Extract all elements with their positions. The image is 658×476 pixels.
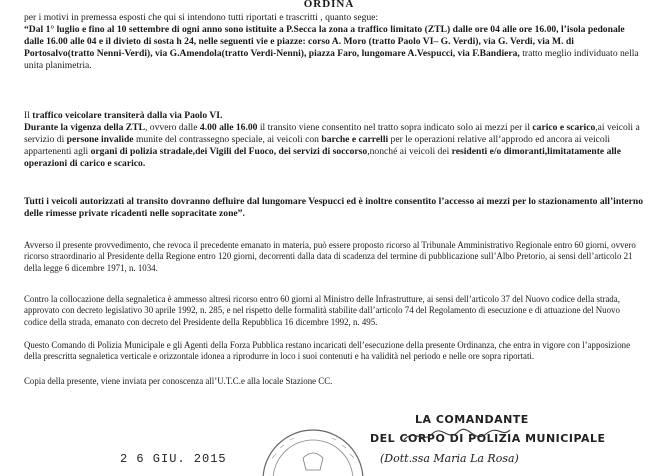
document-title: ORDINA (303, 0, 355, 10)
text-fragment: carico e scarico (532, 122, 596, 133)
signage-appeal-paragraph: Contro la collocazione della segnaletica è ammesso altresì ricorso entro 60 giorni al Ministro delle Infrastrutture, ai sensi dell’articolo 37 del Nuovo codice della strada, approvato con decreto legislativo 30 aprile 1992, n. 285, e nel rispetto delle formalità stabilite dall’articolo 74 del Regolamento di esecuzione e di attuazione del Nuovo codice della strada, emanato con decreto del Presidente della Repubblica 16 dicembre 1992, n. 495. (24, 294, 620, 327)
text-fragment: barche e carrelli (321, 134, 389, 146)
text-fragment: persone invalide (66, 134, 134, 146)
ztl-paragraph-tail: tratto meglio individuato nella unita planimetria. (24, 48, 639, 72)
text-fragment: residenti e/o dimoranti,limitatamente alle operazioni di carico e scarico. (24, 146, 621, 170)
ordinance-date: 2 6 GIU. 2015 (120, 452, 227, 466)
text-fragment: , ovvero dalle (145, 122, 200, 133)
official-stamp-icon (258, 418, 368, 476)
execution-paragraph: Questo Comando di Polizia Municipale e gli Agenti della Forza Pubblica restano incaricati dell’esecuzione della presente Ordinanza, che entra in vigore con l’apposizione della prescritta segnaletica verticale e orizzontale idonea a riprodurre in loco i suoi contenuti e ha validità nel periodo e nelle ore sopra riportati. (24, 340, 631, 362)
ztl-exceptions-paragraph (24, 122, 644, 170)
text-fragment: organi di polizia stradale,dei Vigili del Fuoco, dei servizi di soccorso (90, 146, 368, 158)
handwritten-signature (402, 426, 512, 446)
intro-paragraph: per i motivi in premessa esposti che qui si intendono tutti riportati e trascritti , quanto segue: (24, 12, 379, 23)
text-fragment: ,nonché ai veicoli dei (367, 146, 452, 158)
ztl-paragraph-bold: “Dal 1° luglio e fino al 10 settembre di ogni anno sono istituite a P.Secca la zona a traffico limitato (ZTL) dalle ore 04 alle ore 16.00, l’isola pedonale dalle 16.00 alle 04 e il divieto di sosta h 24, nelle seguenti vie e piazze: corso A. Moro (tratto Paolo VI– G. Verdi), via G. Verdi, via M. di Portosalvo(tratto Nenni-Verdi), via G.Amendola(tratto Verdi-Nenni), piazza Faro, lungomare A.Vespucci, via F.Bandiera, (24, 24, 625, 60)
traffic-paragraph-bold: traffico veicolare transiterà dalla via Paolo VI. (32, 110, 223, 121)
signatory-office: DEL CORPO DI POLIZIA MUNICIPALE (370, 432, 606, 445)
signatory-title: LA COMANDANTE (415, 413, 529, 426)
text-fragment: ,ai veicoli a servizio di (24, 122, 640, 146)
text-fragment: munite del contrassegno speciale, ai veicoli con (133, 134, 322, 146)
copy-paragraph: Copia della presente, viene inviata per conoscenza all’U.T.C.e alla locale Stazione CC. (24, 376, 333, 386)
text-fragment: Durante la vigenza della ZTL (24, 122, 145, 133)
traffic-paragraph (24, 110, 644, 122)
signatory-name: (Dott.ssa Maria La Rosa) (380, 452, 519, 465)
text-fragment: per le operazioni relative all’approdo ed ancora ai veicoli appartenenti agli (24, 134, 611, 158)
vehicles-paragraph: Tutti i veicoli autorizzati al transito dovranno defluire dal lungomare Vespucci ed è inoltre consentito l’accesso ai mezzi per lo stazionamento all’interno delle rimesse private ricadenti nelle sopracitate zone”. (24, 196, 644, 220)
appeal-paragraph: Avverso il presente provvedimento, che revoca il precedente emanato in materia, può essere proposto ricorso al Tribunale Amministrativo Regionale entro 60 giorni, ovvero ricorso straordinario al Presidente della Regione entro 120 giorni, decorrenti dalla data di scadenza del termine di pubblicazione sull’Albo Pretorio, ai sensi dell’articolo 21 della legge 6 dicembre 1971, n. 1034. (24, 240, 636, 273)
text-fragment: 4.00 alle 16.00 (199, 122, 258, 133)
traffic-paragraph-pre: Il (24, 110, 33, 121)
text-fragment: il transito viene consentito nel tratto sopra indicato solo ai mezzi per il (257, 122, 533, 133)
ztl-paragraph (24, 24, 644, 72)
